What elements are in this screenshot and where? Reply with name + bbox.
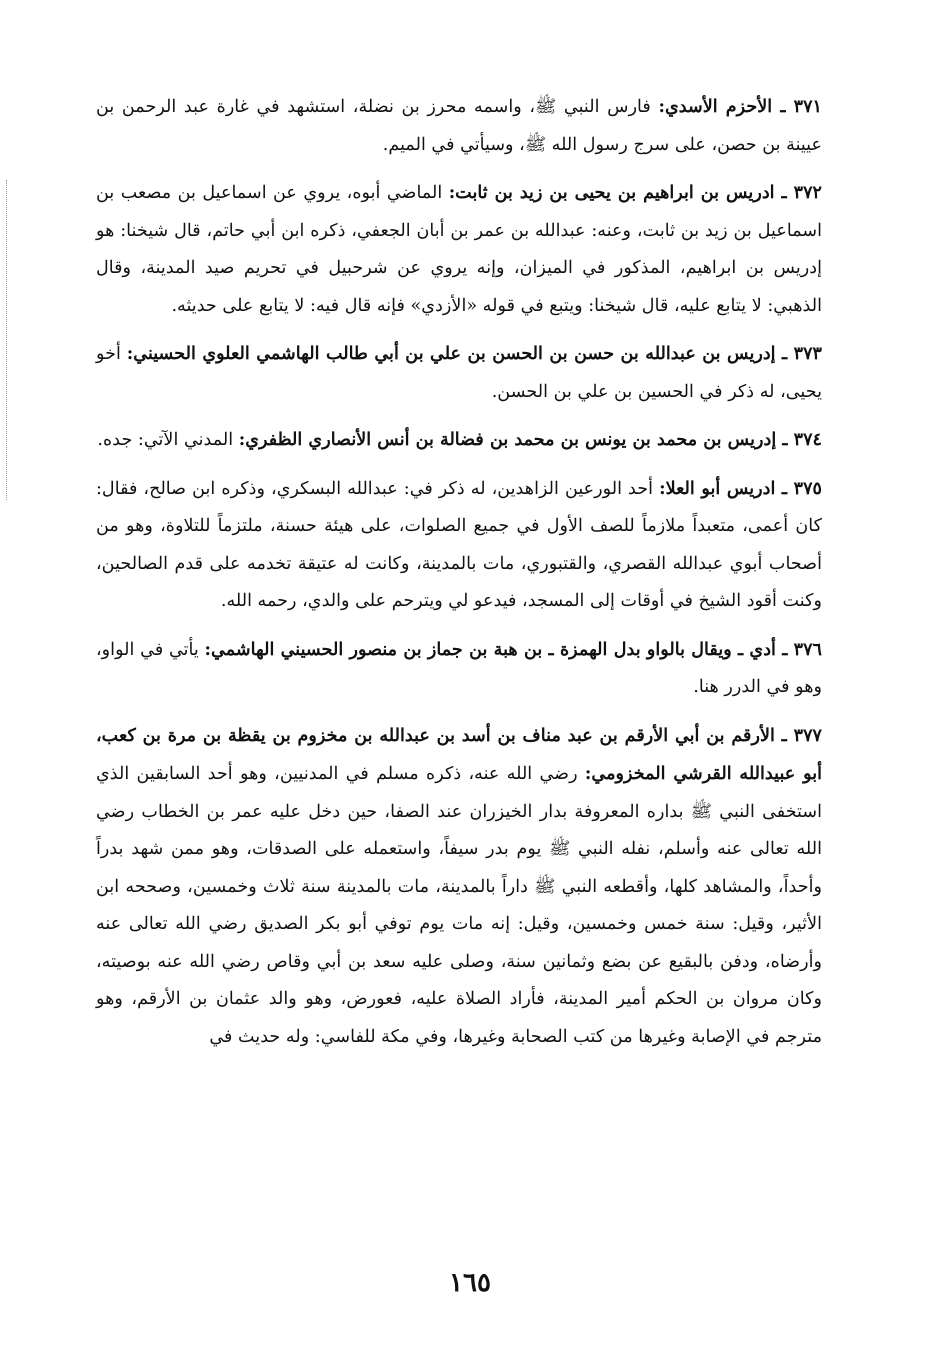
entry-body: رضي الله عنه، ذكره مسلم في المدنيين، وهو أحد السابقين الذي استخفى النبي ﷺ بداره المعروفة بدار الخيزران عند الصفا، حين دخل عليه عمر بن الخطاب رضي الله تعالى عنه وأسلم، نفله النبي ﷺ يوم بدر سيفاً، واستعمله على الصدقات، وهو ممن شهد بدراً وأحداً، والمشاهد كلها، وأقطعه النبي ﷺ داراً بالمدينة، مات بالمدينة سنة ثلاث وخمسين، وصححه ابن الأثير، وقيل: سنة خمس وخمسين، وقيل: إنه مات يوم توفي أبو بكر الصديق رضي الله تعالى عنه وأرضاه، ودفن بالبقيع عن بضع وثمانين سنة، وصلى عليه سعد بن أبي وقاص رضي الله عنه بوصيته، وكان مروان بن الحكم أمير المدينة، فأراد الصلاة عليه، فعورض، وهو والد عثمان بن الأرقم، وهو مترجم في الإصابة وغيرها من كتب الصحابة وغيرها، وفي مكة للفاسي: وله حديث في <box>96 764 822 1047</box>
entry-body: أخو يحيى، له ذكر في الحسين بن علي بن الحسن. <box>96 344 822 402</box>
entry-377 <box>96 717 822 1057</box>
entry-372 <box>96 174 822 325</box>
entry-heading: ٣٧٣ ـ إدريس بن عبدالله بن حسن بن الحسن بن علي بن أبي طالب الهاشمي العلوي الحسيني: <box>126 343 822 364</box>
scan-margin-mark <box>6 180 7 500</box>
entry-376 <box>96 631 822 707</box>
entry-body: الماضي أبوه، يروي عن اسماعيل بن مصعب بن اسماعيل بن زيد بن ثابت، وعنه: عبدالله بن عمر بن أبان الجعفي، ذكره ابن أبي حاتم، قال شيخنا: هو إدريس بن ابراهيم، المذكور في الميزان، وإنه يروي عن شرحبيل في تحريم صيد المدينة، وقال الذهبي: لا يتابع عليه، قال شيخنا: ويتبع في قوله «الأزدي» فإنه قال فيه: لا يتابع على حديثه. <box>96 183 822 316</box>
entry-375 <box>96 470 822 621</box>
page-text-body <box>96 88 822 1066</box>
entry-heading: ٣٧٦ ـ أدي ـ ويقال بالواو بدل الهمزة ـ بن هبة بن جماز بن منصور الحسيني الهاشمي: <box>204 638 822 660</box>
page-number: ١٦٥ <box>449 1268 491 1298</box>
entry-body: المدني الآتي: جده. <box>97 430 234 450</box>
entry-heading: ٣٧٧ ـ الأرقم بن أبي الأرقم بن عبد مناف بن أسد بن عبدالله بن مخزوم بن يقظة بن مرة بن كعب، أبو عبيدالله القرشي المخزومي: <box>96 724 822 784</box>
entry-body: أحد الورعين الزاهدين، له ذكر في: عبدالله البسكري، وذكره ابن صالح، فقال: كان أعمى، متعبداً ملازماً للصف الأول في جميع الصلوات، على هيئة حسنة، ملتزماً للتلاوة، وهو من أصحاب أبوي عبدالله القصري، والقتبوري، مات بالمدينة، وكانت له عتيقة تخدمه على قدم الصالحين، وكنت أقود الشيخ في أوقات إلى المسجد، فيدعو لي ويترحم على والدي، رحمه الله. <box>96 478 822 611</box>
entry-373 <box>96 335 822 411</box>
entry-heading: ٣٧٤ ـ إدريس بن محمد بن يونس بن محمد بن فضالة بن أنس الأنصاري الظفري: <box>238 429 822 450</box>
entry-body: يأتي في الواو، وهو في الدرر هنا. <box>96 639 822 697</box>
entry-heading: ٣٧٥ ـ ادريس أبو العلا: <box>659 477 823 499</box>
entry-371 <box>96 88 822 164</box>
entry-heading: ٣٧١ ـ الأحزم الأسدي: <box>658 96 823 117</box>
entry-body: فارس النبي ﷺ، واسمه محرز بن نضلة، استشهد في غارة عبد الرحمن بن عيينة بن حصن، على سرج رسول الله ﷺ، وسيأتي في الميم. <box>96 97 822 155</box>
entry-374 <box>96 421 822 460</box>
entry-heading: ٣٧٢ ـ ادريس بن ابراهيم بن يحيى بن زيد بن ثابت: <box>448 182 822 203</box>
